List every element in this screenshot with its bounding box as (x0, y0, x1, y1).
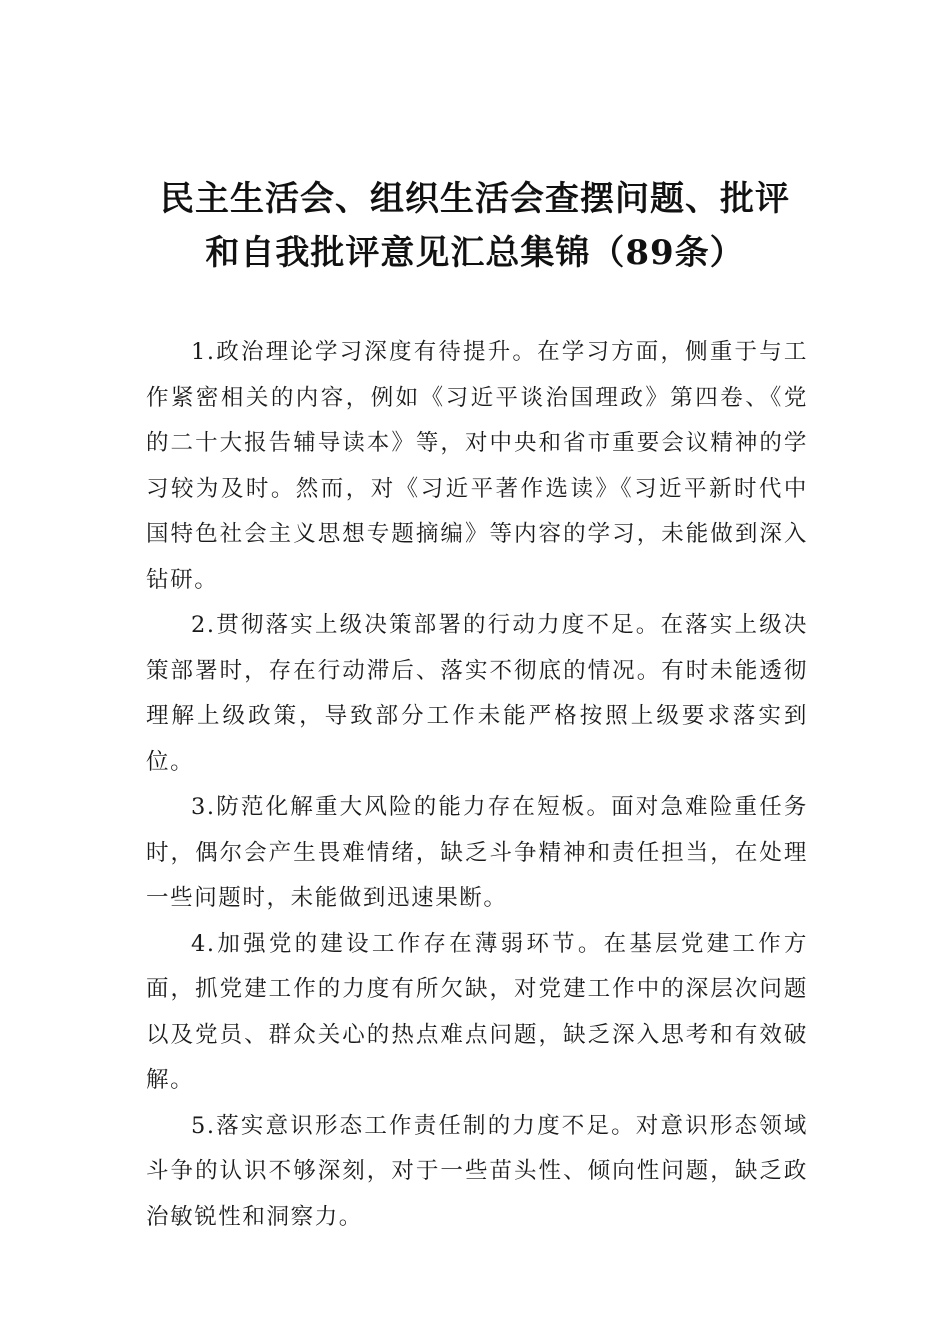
paragraph-1: 1.政治理论学习深度有待提升。在学习方面，侧重于与工作紧密相关的内容，例如《习近平谈治国理政》第四卷、《党的二十大报告辅导读本》等，对中央和省市重要会议精神的学习较为及时。然而，对《习近平著作选读》《习近平新时代中国特色社会主义思想专题摘编》等内容的学习，未能做到深入钻研。 (146, 339, 808, 593)
document-title (120, 172, 830, 280)
document-body (146, 330, 808, 1240)
paragraph-2: 2.贯彻落实上级决策部署的行动力度不足。在落实上级决策部署时，存在行动滞后、落实不彻底的情况。有时未能透彻理解上级政策，导致部分工作未能严格按照上级要求落实到位。 (146, 612, 808, 775)
paragraph-3: 3.防范化解重大风险的能力存在短板。面对急难险重任务时，偶尔会产生畏难情绪，缺乏斗争精神和责任担当，在处理一些问题时，未能做到迅速果断。 (146, 794, 808, 911)
paragraph-4: 4.加强党的建设工作存在薄弱环节。在基层党建工作方面，抓党建工作的力度有所欠缺，对党建工作中的深层次问题以及党员、群众关心的热点难点问题，缺乏深入思考和有效破解。 (146, 930, 808, 1093)
title-line-1: 民主生活会、组织生活会查摆问题、批评 (160, 179, 790, 219)
title-line-2: 和自我批评意见汇总集锦（89条） (205, 233, 745, 273)
paragraph-5: 5.落实意识形态工作责任制的力度不足。对意识形态领域斗争的认识不够深刻，对于一些苗头性、倾向性问题，缺乏政治敏锐性和洞察力。 (146, 1112, 808, 1230)
